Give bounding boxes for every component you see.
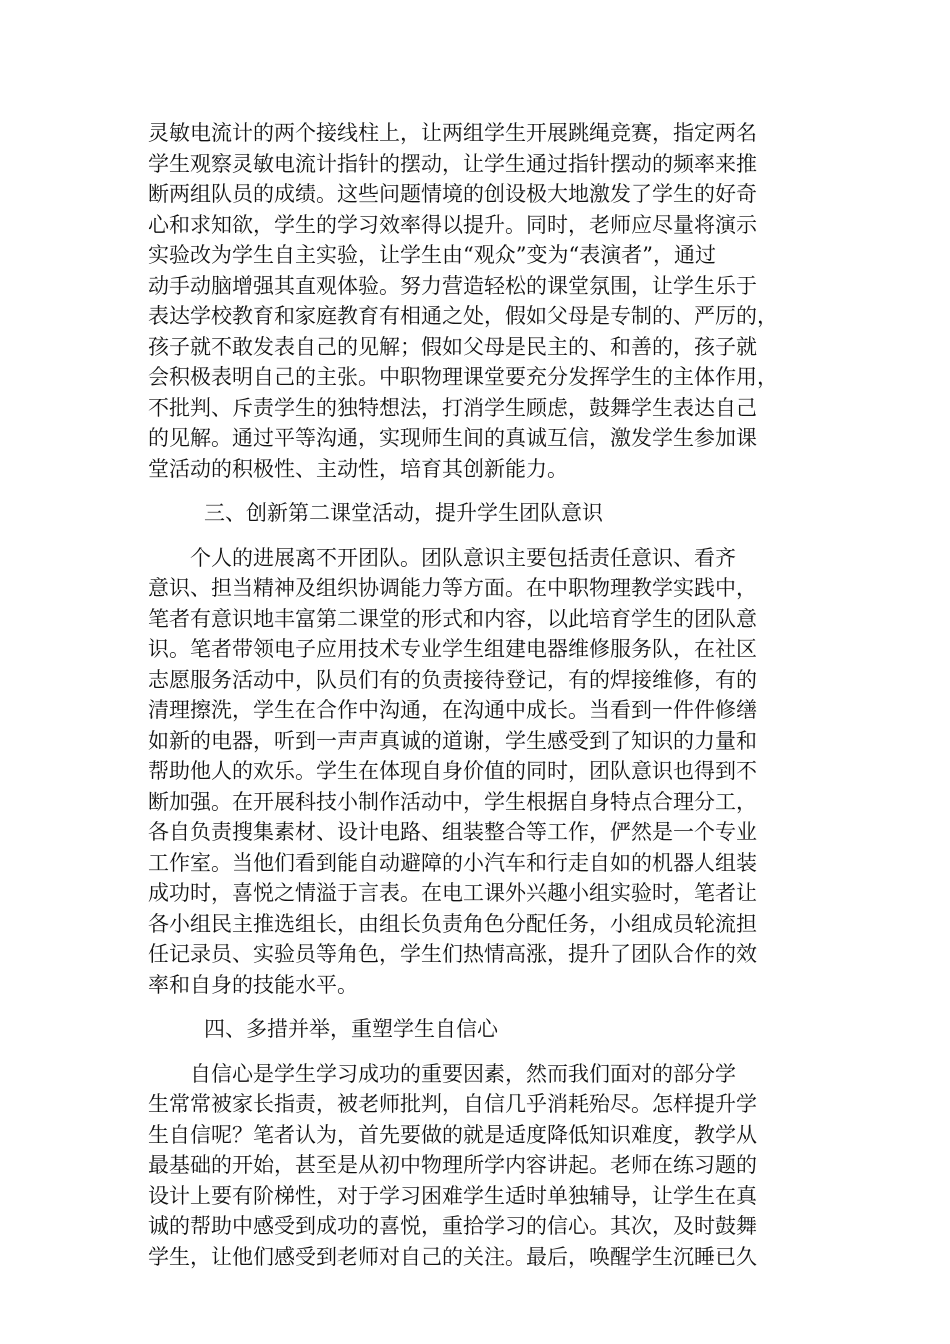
text-line: 灵敏电流计的两个接线柱上，让两组学生开展跳绳竞赛，指定两名 bbox=[148, 121, 757, 145]
text-line: 志愿服务活动中，队员们有的负责接待登记，有的焊接维修，有的 bbox=[148, 667, 757, 692]
text-line: 动手动脑增强其直观体验。努力营造轻松的课堂氛围，让学生乐于 bbox=[148, 273, 757, 298]
text-line: 成功时，喜悦之情溢于言表。在电工课外兴趣小组实验时，笔者让 bbox=[148, 881, 757, 905]
text-line: 各小组民主推选组长，由组长负责角色分配任务，小组成员轮流担 bbox=[148, 911, 757, 936]
text-line: 表达学校教育和家庭教育有相通之处，假如父母是专制的、严厉的， bbox=[148, 304, 778, 328]
text-line: 心和求知欲，学生的学习效率得以提升。同时，老师应尽量将演示 bbox=[148, 212, 757, 237]
text-line: 率和自身的技能水平。 bbox=[148, 972, 358, 997]
text-line: 帮助他人的欢乐。学生在体现自身价值的同时，团队意识也得到不 bbox=[148, 759, 757, 783]
text-line: 各自负责搜集素材、设计电路、组装整合等工作，俨然是一个专业 bbox=[148, 820, 757, 844]
text-line: 生自信呢？笔者认为，首先要做的就是适度降低知识难度，教学从 bbox=[148, 1122, 757, 1147]
text-line: 孩子就不敢发表自己的见解；假如父母是民主的、和善的，孩子就 bbox=[148, 334, 757, 359]
paragraph-section-4 bbox=[148, 1059, 808, 1273]
text-line: 学生观察灵敏电流计指针的摆动，让学生通过指针摆动的频率来推 bbox=[148, 151, 757, 176]
document-body bbox=[148, 118, 808, 1272]
paragraph-section-2-tail bbox=[148, 118, 808, 484]
section-heading-3: 三、创新第二课堂活动，提升学生团队意识 bbox=[204, 501, 603, 525]
text-line: 的见解。通过平等沟通，实现师生间的真诚互信，激发学生参加课 bbox=[148, 426, 757, 450]
text-line: 个人的进展离不开团队。团队意识主要包括责任意识、看齐 bbox=[148, 545, 736, 570]
text-line: 断加强。在开展科技小制作活动中，学生根据自身特点合理分工， bbox=[148, 789, 757, 814]
text-line: 实验改为学生自主实验，让学生由“观众”变为“表演者”，通过 bbox=[148, 243, 716, 267]
text-line: 清理擦洗，学生在合作中沟通，在沟通中成长。当看到一件件修缮 bbox=[148, 698, 757, 722]
text-line: 自信心是学生学习成功的重要因素，然而我们面对的部分学 bbox=[148, 1061, 736, 1086]
text-line: 任记录员、实验员等角色，学生们热情高涨，提升了团队合作的效 bbox=[148, 942, 757, 966]
text-line: 如新的电器，听到一声声真诚的道谢，学生感受到了知识的力量和 bbox=[148, 728, 757, 753]
text-line: 学生，让他们感受到老师对自己的关注。最后，唤醒学生沉睡已久 bbox=[148, 1244, 757, 1269]
text-line: 生常常被家长指责，被老师批判，自信几乎消耗殆尽。怎样提升学 bbox=[148, 1092, 757, 1116]
section-heading-4: 四、多措并举，重塑学生自信心 bbox=[204, 1017, 498, 1041]
text-line: 诚的帮助中感受到成功的喜悦，重拾学习的信心。其次，及时鼓舞 bbox=[148, 1214, 757, 1238]
text-line: 堂活动的积极性、主动性，培育其创新能力。 bbox=[148, 456, 568, 481]
text-line: 断两组队员的成绩。这些问题情境的创设极大地激发了学生的好奇 bbox=[148, 182, 757, 206]
text-line: 会积极表明自己的主张。中职物理课堂要充分发挥学生的主体作用， bbox=[148, 365, 778, 389]
text-line: 识。笔者带领电子应用技术专业学生组建电器维修服务队，在社区 bbox=[148, 637, 757, 661]
text-line: 笔者有意识地丰富第二课堂的形式和内容，以此培育学生的团队意 bbox=[148, 606, 757, 631]
text-line: 不批判、斥责学生的独特想法，打消学生顾虑，鼓舞学生表达自己 bbox=[148, 395, 757, 420]
text-line: 工作室。当他们看到能自动避障的小汽车和行走自如的机器人组装 bbox=[148, 850, 757, 875]
paragraph-section-3 bbox=[148, 543, 808, 1001]
text-line: 意识、担当精神及组织协调能力等方面。在中职物理教学实践中， bbox=[148, 576, 757, 600]
text-line: 最基础的开始，甚至是从初中物理所学内容讲起。老师在练习题的 bbox=[148, 1153, 757, 1177]
text-line: 设计上要有阶梯性，对于学习困难学生适时单独辅导，让学生在真 bbox=[148, 1183, 757, 1208]
